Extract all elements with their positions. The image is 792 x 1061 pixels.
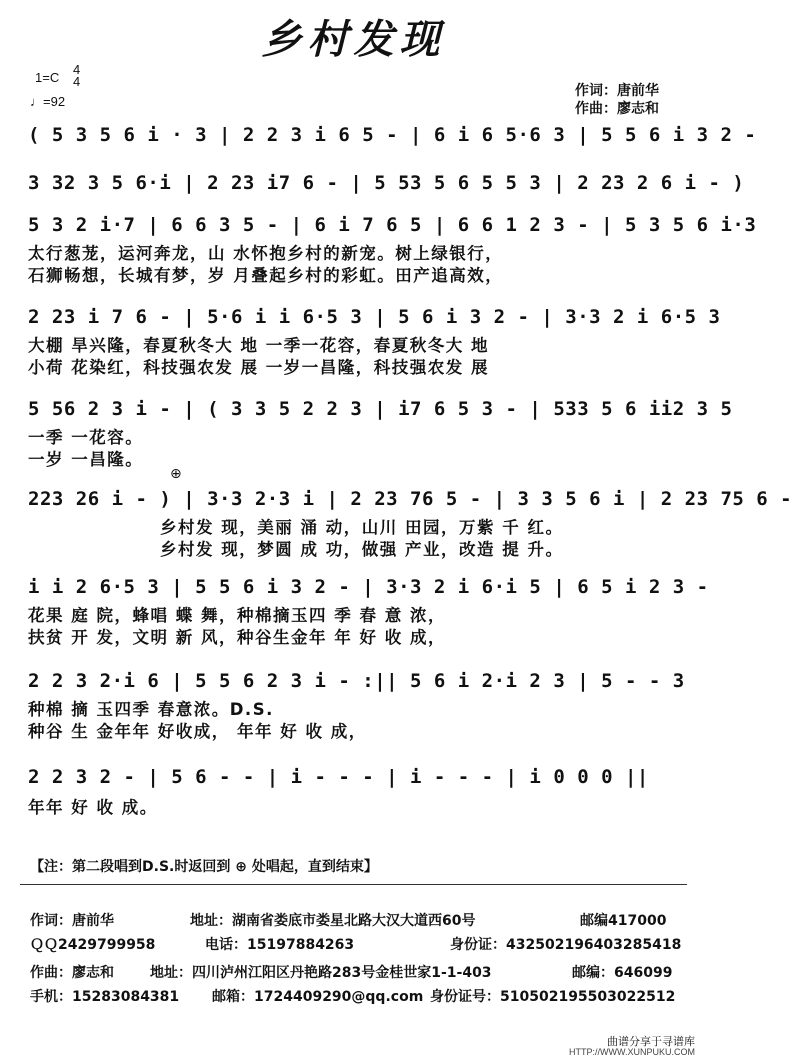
lyric-line-6b: 乡村发 现，梦圆 成 功，做强 产业，改造 提 升。 bbox=[160, 540, 564, 559]
contact-composer-email: 邮箱：1724409290@qq.com bbox=[212, 989, 424, 1005]
tempo-marking: ♩=92 bbox=[30, 94, 66, 109]
contact-composer-mobile: 手机：15283084381 bbox=[30, 989, 180, 1005]
footer-url[interactable]: HTTP://WWW.XUNPUKU.COM bbox=[569, 1047, 695, 1057]
lyric-line-5a: 一季 一花容。 bbox=[28, 428, 144, 447]
lyric-line-7a: 花果 庭 院，蜂唱 蝶 舞，种棉摘玉四 季 春 意 浓， bbox=[28, 606, 446, 625]
lyric-line-7b: 扶贫 开 发，文明 新 风，种谷生金年 年 好 收 成， bbox=[28, 628, 446, 647]
divider bbox=[20, 884, 687, 885]
contact-lyricist-id: 身份证：432502196403285418 bbox=[450, 937, 682, 953]
page-title: 乡村发现 bbox=[261, 16, 446, 63]
score-line-5: 5 56 2 3 i - | ( 3 3 5 2 2 3 | i7 6 5 3 - | 533 5 6 ii2 3 5 bbox=[28, 398, 733, 420]
footer-brand: 曲谱分享于寻谱库 bbox=[607, 1036, 695, 1048]
contact-lyricist-qq: ＱＱ2429799958 bbox=[30, 937, 156, 953]
contact-composer-address: 地址：四川泸州江阳区丹艳路283号金桂世家1-1-403 bbox=[150, 965, 492, 981]
lyric-line-9a: 年年 好 收 成。 bbox=[28, 798, 158, 817]
key-signature: 1=C bbox=[35, 70, 60, 85]
lyric-line-3b: 石狮畅想，长城有梦，岁 月叠起乡村的彩虹。田产追高效， bbox=[28, 266, 504, 285]
lyric-line-8b: 种谷 生 金年年 好收成， 年年 好 收 成， bbox=[28, 722, 367, 741]
contact-composer-postcode: 邮编：646099 bbox=[572, 965, 673, 981]
lyric-line-4a: 大棚 旱兴隆，春夏秋冬大 地 一季一花容，春夏秋冬大 地 bbox=[28, 336, 489, 355]
lyric-line-8a: 种棉 摘 玉四季 春意浓。D.S. bbox=[28, 700, 274, 719]
meter-bottom: 4 bbox=[73, 74, 81, 89]
composer-credit: 作曲：廖志和 bbox=[575, 101, 659, 117]
contact-lyricist-address: 地址：湖南省娄底市娄星北路大汉大道西60号 bbox=[190, 913, 476, 929]
score-line-2: 3 32 3 5 6·i | 2 23 i7 6 - | 5 53 5 6 5 5 3 | 2 23 2 6 i - ) bbox=[28, 172, 745, 194]
lyric-line-5b: 一岁 一昌隆。 bbox=[28, 450, 144, 469]
score-line-4: 2 23 i 7 6 - | 5·6 i i 6·5 3 | 5 6 i 3 2 - | 3·3 2 i 6·5 3 bbox=[28, 306, 721, 328]
contact-lyricist-postcode: 邮编417000 bbox=[580, 913, 667, 929]
score-line-9: 2 2 3 2 - | 5 6 - - | i - - - | i - - - | i 0 0 0 || bbox=[28, 766, 649, 788]
lyricist-credit: 作词：唐前华 bbox=[575, 83, 659, 99]
performance-note: 【注：第二段唱到D.S.时返回到 ⊕ 处唱起，直到结束】 bbox=[30, 859, 378, 875]
score-line-1: ( 5 3 5 6 i · 3 | 2 2 3 i 6 5 - | 6 i 6 5·6 3 | 5 5 6 i 3 2 - bbox=[28, 124, 757, 146]
score-line-8: 2 2 3 2·i 6 | 5 5 6 2 3 i - :|| 5 6 i 2·i 2 3 | 5 - - 3 bbox=[28, 670, 685, 692]
time-signature bbox=[73, 64, 80, 88]
contact-composer-name: 作曲：廖志和 bbox=[30, 965, 114, 981]
lyric-line-6a: 乡村发 现，美丽 涌 动，山川 田园，万紫 千 红。 bbox=[160, 518, 564, 537]
coda-sign-icon: ⊕ bbox=[170, 466, 182, 482]
score-line-3: 5 3 2 i·7 | 6 6 3 5 - | 6 i 7 6 5 | 6 6 1 2 3 - | 5 3 5 6 i·3 bbox=[28, 214, 757, 236]
contact-lyricist-name: 作词：唐前华 bbox=[30, 913, 114, 929]
contact-lyricist-phone: 电话：15197884263 bbox=[205, 937, 355, 953]
contact-composer-id: 身份证号：510502195503022512 bbox=[430, 989, 676, 1005]
score-line-6: 223 26 i - ) | 3·3 2·3 i | 2 23 76 5 - | 3 3 5 6 i | 2 23 75 6 - bbox=[28, 488, 792, 510]
score-line-7: i i 2 6·5 3 | 5 5 6 i 3 2 - | 3·3 2 i 6·i 5 | 6 5 i 2 3 - bbox=[28, 576, 709, 598]
meter-top: 4 bbox=[73, 62, 81, 77]
lyric-line-4b: 小荷 花染红，科技强农发 展 一岁一昌隆，科技强农发 展 bbox=[28, 358, 489, 377]
lyric-line-3a: 太行葱茏，运河奔龙，山 水怀抱乡村的新宠。树上绿银行， bbox=[28, 244, 504, 263]
